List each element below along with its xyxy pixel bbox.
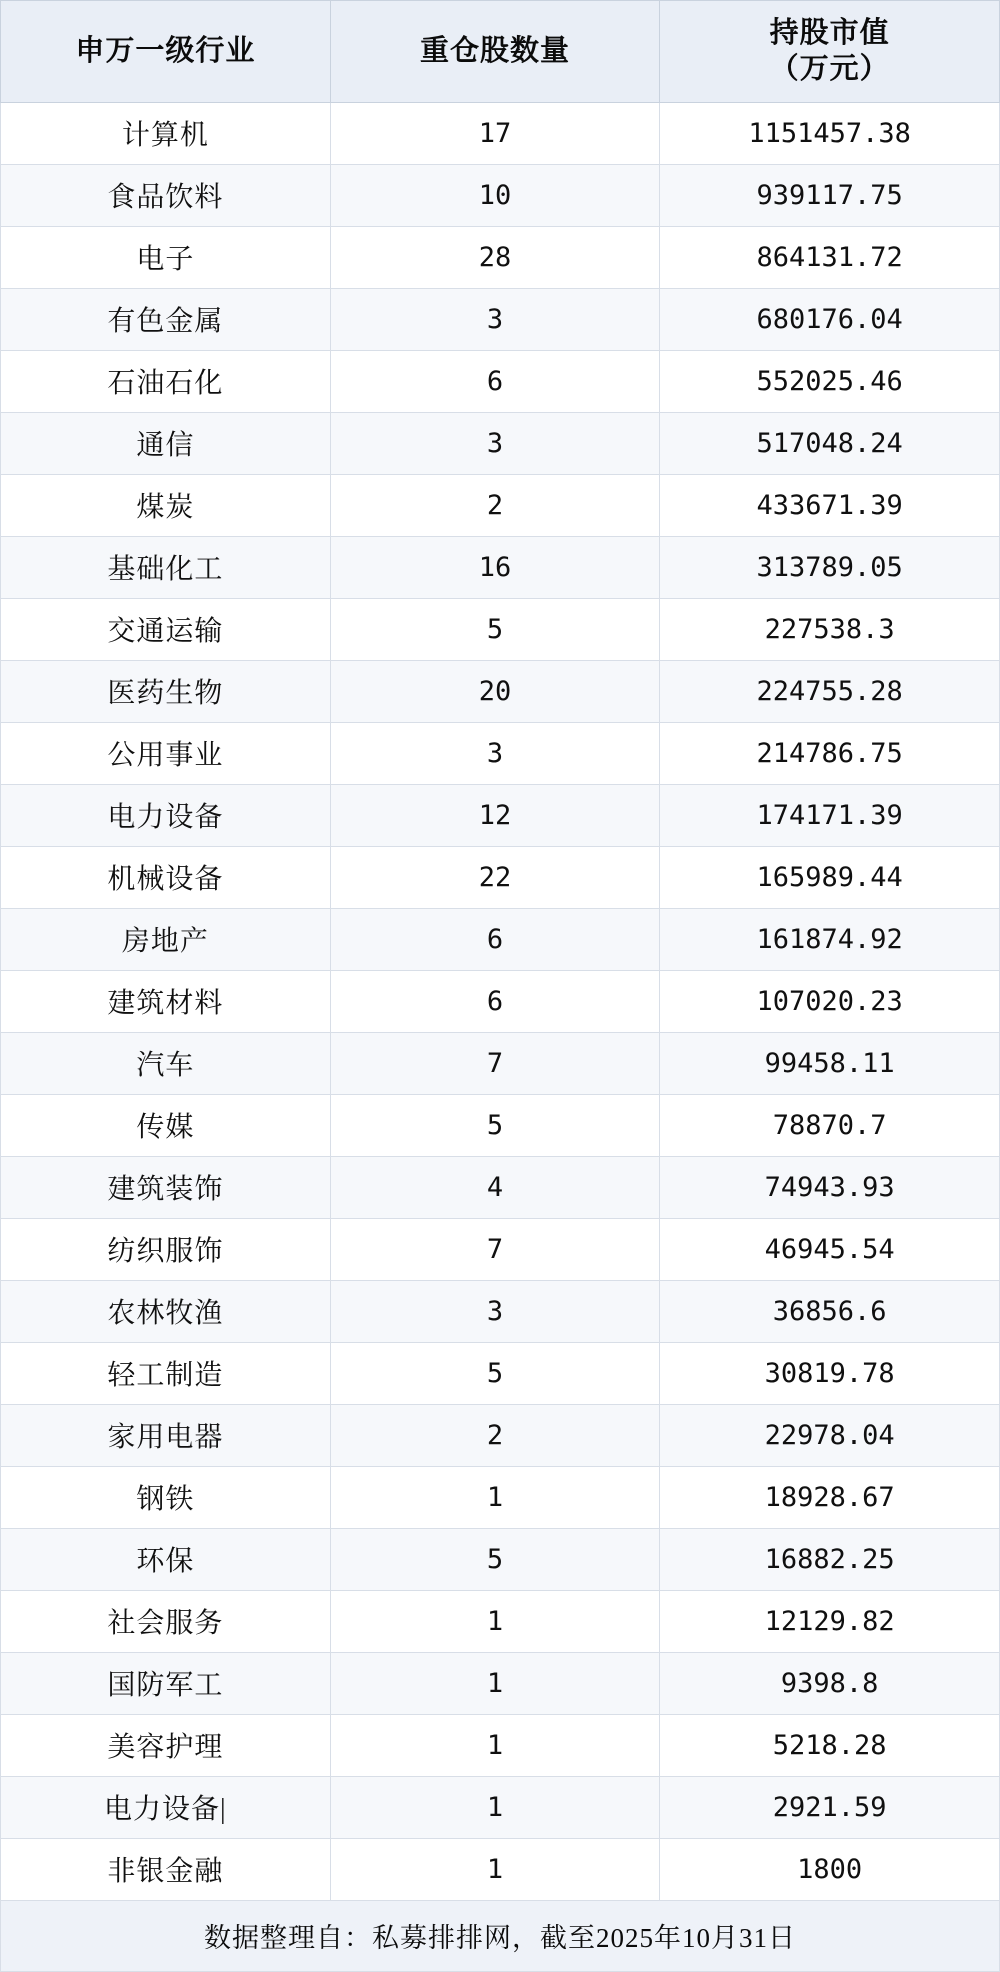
cell-count: 12	[330, 784, 660, 846]
cell-count: 3	[330, 412, 660, 474]
cell-count: 1	[330, 1590, 660, 1652]
cell-market-value: 46945.54	[660, 1218, 1000, 1280]
cell-industry: 环保	[1, 1528, 331, 1590]
cell-market-value: 30819.78	[660, 1342, 1000, 1404]
cell-market-value: 99458.11	[660, 1032, 1000, 1094]
cell-industry: 公用事业	[1, 722, 331, 784]
table-row	[1, 102, 1000, 164]
table-row	[1, 784, 1000, 846]
cell-count: 3	[330, 722, 660, 784]
cell-market-value: 18928.67	[660, 1466, 1000, 1528]
table-row	[1, 1280, 1000, 1342]
cell-market-value: 107020.23	[660, 970, 1000, 1032]
table-row	[1, 226, 1000, 288]
table-row	[1, 1776, 1000, 1838]
cell-market-value: 16882.25	[660, 1528, 1000, 1590]
cell-count: 2	[330, 1404, 660, 1466]
column-header-market-value-line-1: 持股市值	[769, 17, 890, 49]
cell-count: 5	[330, 1528, 660, 1590]
cell-industry: 食品饮料	[1, 164, 331, 226]
column-header-count	[330, 1, 660, 103]
cell-industry: 交通运输	[1, 598, 331, 660]
cell-count: 1	[330, 1838, 660, 1900]
cell-count: 6	[330, 350, 660, 412]
cell-industry: 通信	[1, 412, 331, 474]
cell-market-value: 1800	[660, 1838, 1000, 1900]
table-row	[1, 846, 1000, 908]
cell-market-value: 224755.28	[660, 660, 1000, 722]
cell-industry: 煤炭	[1, 474, 331, 536]
cell-industry: 石油石化	[1, 350, 331, 412]
table-row	[1, 908, 1000, 970]
cell-count: 1	[330, 1714, 660, 1776]
cell-industry: 社会服务	[1, 1590, 331, 1652]
cell-industry: 传媒	[1, 1094, 331, 1156]
cell-market-value: 680176.04	[660, 288, 1000, 350]
cell-market-value: 78870.7	[660, 1094, 1000, 1156]
table-row	[1, 1528, 1000, 1590]
cell-industry: 国防军工	[1, 1652, 331, 1714]
cell-market-value: 1151457.38	[660, 102, 1000, 164]
cell-count: 17	[330, 102, 660, 164]
cell-market-value: 74943.93	[660, 1156, 1000, 1218]
cell-count: 1	[330, 1652, 660, 1714]
cell-industry: 医药生物	[1, 660, 331, 722]
cell-industry: 建筑材料	[1, 970, 331, 1032]
cell-count: 3	[330, 288, 660, 350]
cell-market-value: 165989.44	[660, 846, 1000, 908]
cell-count: 5	[330, 1342, 660, 1404]
column-header-count-line-1: 重仓股数量	[419, 35, 570, 68]
table-row	[1, 722, 1000, 784]
cell-market-value: 939117.75	[660, 164, 1000, 226]
cell-market-value: 161874.92	[660, 908, 1000, 970]
table-body	[1, 102, 1000, 1900]
cell-industry: 电力设备	[1, 784, 331, 846]
cell-market-value: 36856.6	[660, 1280, 1000, 1342]
table-row	[1, 1156, 1000, 1218]
cell-industry: 计算机	[1, 102, 331, 164]
cell-industry: 房地产	[1, 908, 331, 970]
cell-count: 1	[330, 1466, 660, 1528]
table-header-row	[1, 1, 1000, 103]
cell-industry: 电子	[1, 226, 331, 288]
cell-count: 16	[330, 536, 660, 598]
cell-industry: 纺织服饰	[1, 1218, 331, 1280]
cell-market-value: 22978.04	[660, 1404, 1000, 1466]
table-row	[1, 1218, 1000, 1280]
cell-count: 20	[330, 660, 660, 722]
cell-industry: 轻工制造	[1, 1342, 331, 1404]
cell-count: 3	[330, 1280, 660, 1342]
cell-industry: 基础化工	[1, 536, 331, 598]
cell-market-value: 5218.28	[660, 1714, 1000, 1776]
cell-industry: 非银金融	[1, 1838, 331, 1900]
table-row	[1, 1714, 1000, 1776]
cell-count: 4	[330, 1156, 660, 1218]
cell-industry: 钢铁	[1, 1466, 331, 1528]
cell-market-value: 864131.72	[660, 226, 1000, 288]
cell-industry: 汽车	[1, 1032, 331, 1094]
table-row	[1, 1032, 1000, 1094]
cell-count: 1	[330, 1776, 660, 1838]
table-row	[1, 660, 1000, 722]
cell-industry: 有色金属	[1, 288, 331, 350]
cell-count: 2	[330, 474, 660, 536]
cell-count: 6	[330, 970, 660, 1032]
table-row	[1, 1652, 1000, 1714]
cell-industry: 建筑装饰	[1, 1156, 331, 1218]
table-footer-row	[1, 1900, 1000, 1971]
cell-industry: 电力设备|	[1, 1776, 331, 1838]
table-row	[1, 970, 1000, 1032]
table-row	[1, 1094, 1000, 1156]
cell-industry: 机械设备	[1, 846, 331, 908]
cell-count: 10	[330, 164, 660, 226]
cell-market-value: 433671.39	[660, 474, 1000, 536]
table-row	[1, 288, 1000, 350]
cell-market-value: 12129.82	[660, 1590, 1000, 1652]
cell-count: 6	[330, 908, 660, 970]
column-header-industry	[1, 1, 331, 103]
column-header-industry-line-1: 申万一级行业	[75, 35, 256, 68]
table-row	[1, 1466, 1000, 1528]
cell-market-value: 9398.8	[660, 1652, 1000, 1714]
cell-count: 28	[330, 226, 660, 288]
cell-count: 5	[330, 598, 660, 660]
cell-market-value: 227538.3	[660, 598, 1000, 660]
cell-market-value: 313789.05	[660, 536, 1000, 598]
data-source-note: 数据整理自：私募排排网，截至2025年10月31日	[1, 1900, 1000, 1971]
table-header	[1, 1, 1000, 103]
cell-industry: 美容护理	[1, 1714, 331, 1776]
cell-market-value: 214786.75	[660, 722, 1000, 784]
table-row	[1, 1404, 1000, 1466]
cell-count: 7	[330, 1218, 660, 1280]
cell-market-value: 552025.46	[660, 350, 1000, 412]
table-row	[1, 350, 1000, 412]
cell-market-value: 517048.24	[660, 412, 1000, 474]
cell-count: 7	[330, 1032, 660, 1094]
table-row	[1, 1838, 1000, 1900]
cell-industry: 家用电器	[1, 1404, 331, 1466]
table-row	[1, 1342, 1000, 1404]
cell-count: 22	[330, 846, 660, 908]
table-row	[1, 164, 1000, 226]
table-row	[1, 536, 1000, 598]
table-row	[1, 1590, 1000, 1652]
table-row	[1, 412, 1000, 474]
cell-industry: 农林牧渔	[1, 1280, 331, 1342]
table-row	[1, 474, 1000, 536]
column-header-market-value-line-2: （万元）	[769, 53, 890, 86]
cell-market-value: 174171.39	[660, 784, 1000, 846]
table-footer	[1, 1900, 1000, 1971]
column-header-market-value	[660, 1, 1000, 103]
cell-count: 5	[330, 1094, 660, 1156]
cell-market-value: 2921.59	[660, 1776, 1000, 1838]
table-row	[1, 598, 1000, 660]
